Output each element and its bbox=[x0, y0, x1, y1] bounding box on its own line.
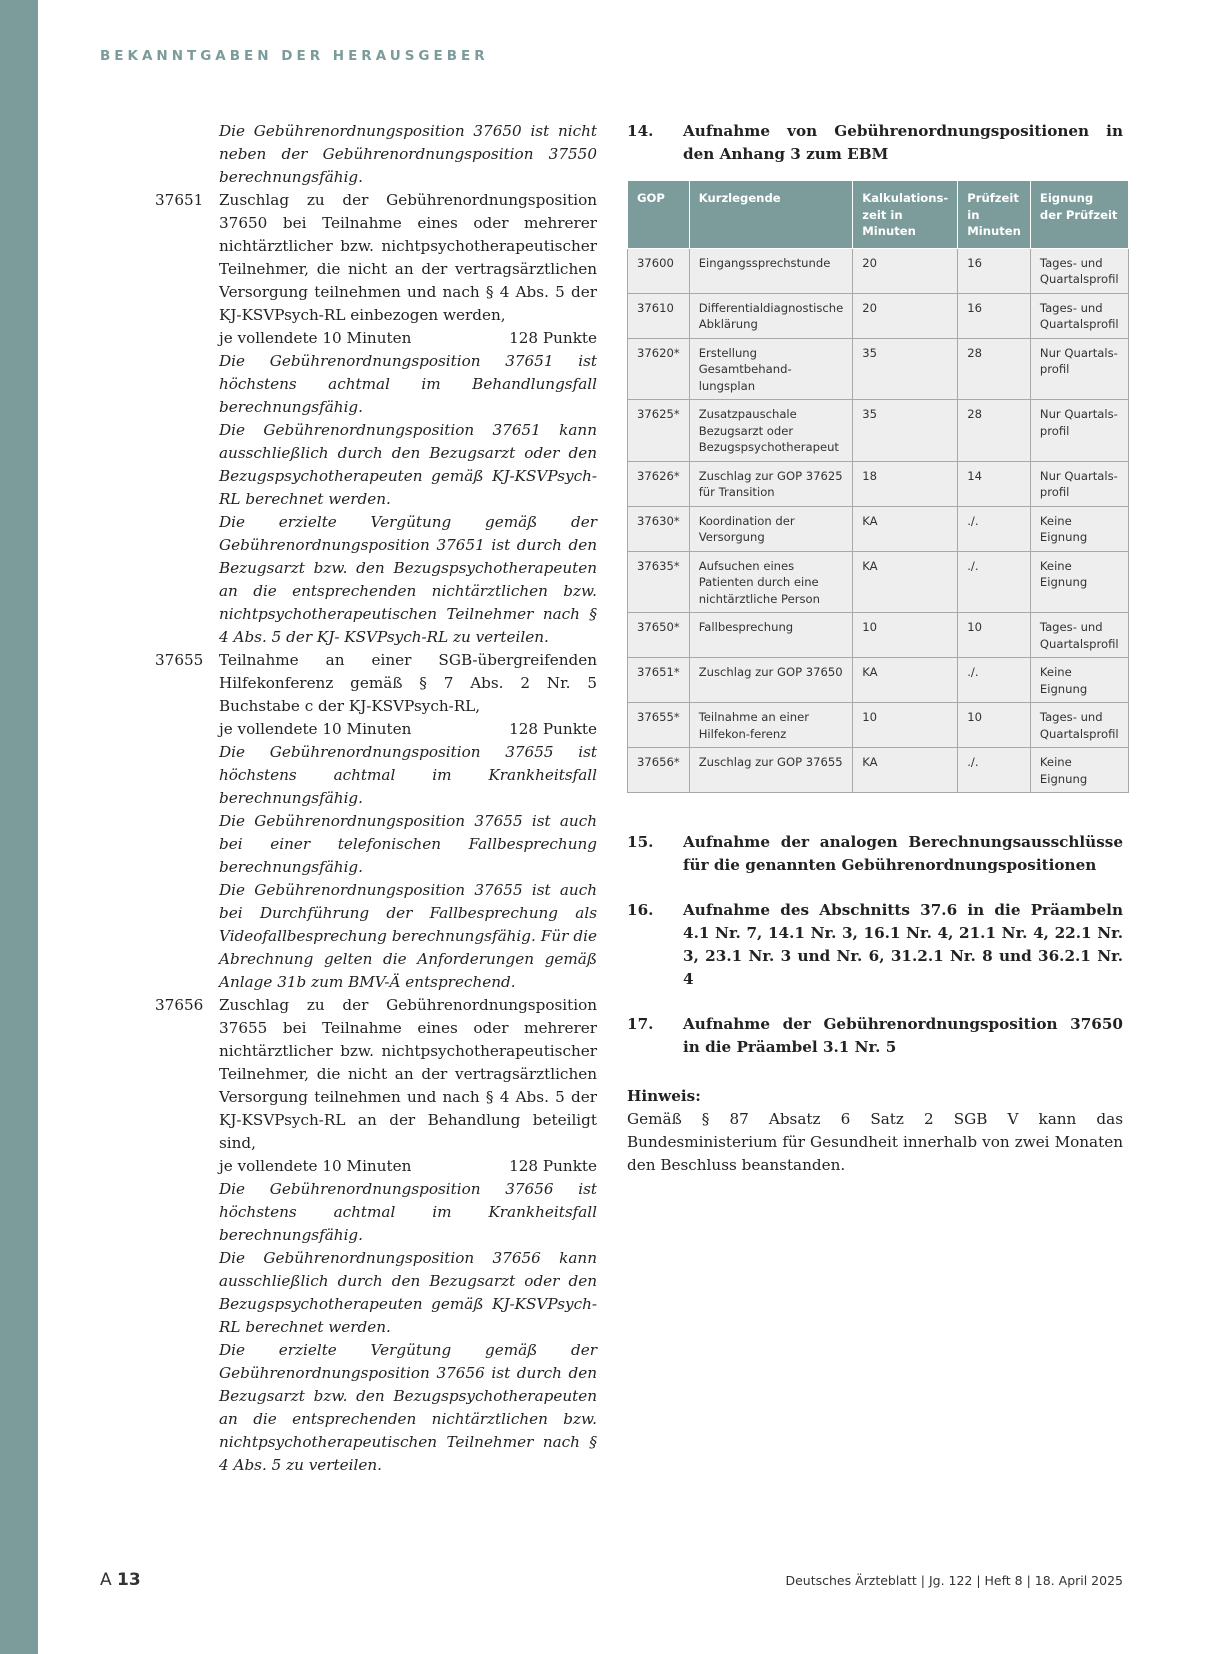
points-value: 128 Punkte bbox=[509, 720, 597, 738]
cell-eignung: Keine Eignung bbox=[1030, 658, 1128, 703]
cell-kalkulationszeit: KA bbox=[853, 658, 958, 703]
cell-pruefzeit: 10 bbox=[958, 613, 1031, 658]
entry-37655 bbox=[155, 649, 597, 994]
left-column bbox=[155, 120, 597, 1477]
section-17-heading bbox=[627, 1013, 1123, 1059]
note-text: Die Gebührenordnungsposition 37655 ist auch bei Durchführung der Fallbesprechung als Videofallbesprechung berechnungsfähig. Für die Abrechnung gelten die Anforderungen gemäß Anlage 31b zum BMV-Ä entsprechend. bbox=[219, 881, 597, 991]
points-value: 128 Punkte bbox=[509, 1157, 597, 1175]
section-title: Aufnahme von Gebührenordnungspositionen in den Anhang 3 zum EBM bbox=[683, 122, 1123, 163]
points-row bbox=[219, 718, 597, 741]
cell-kurzlegende: Teilnahme an einer Hilfekon-ferenz bbox=[689, 703, 853, 748]
cell-eignung: Tages- und Quartalsprofil bbox=[1030, 293, 1128, 338]
cell-pruefzeit: ./. bbox=[958, 748, 1031, 793]
cell-pruefzeit: ./. bbox=[958, 658, 1031, 703]
cell-eignung: Tages- und Quartalsprofil bbox=[1030, 248, 1128, 293]
gop-description: Zuschlag zu der Gebührenordnungsposition 37650 bei Teilnahme eines oder mehrerer nichtärztlicher bzw. nichtpsychotherapeutischer Teilnehmer, die nicht an der vertragsärztlichen Versorgung teilnehmen und nach § 4 Abs. 5 der KJ-KSVPsych-RL einbezogen werden, bbox=[219, 191, 597, 324]
section-number: 14. bbox=[627, 122, 654, 140]
table-row bbox=[628, 748, 1129, 793]
page-prefix: A bbox=[100, 1570, 112, 1590]
cell-kalkulationszeit: 20 bbox=[853, 248, 958, 293]
cell-pruefzeit: 16 bbox=[958, 293, 1031, 338]
note-text: Die Gebührenordnungsposition 37656 ist höchstens achtmal im Krankheitsfall berechnungsfähig. bbox=[219, 1180, 597, 1244]
cell-pruefzeit: 16 bbox=[958, 248, 1031, 293]
cell-kalkulationszeit: KA bbox=[853, 506, 958, 551]
cell-kalkulationszeit: KA bbox=[853, 748, 958, 793]
header-kalkulationszeit: Kalkulations-zeit in Minuten bbox=[853, 181, 958, 249]
cell-eignung: Keine Eignung bbox=[1030, 506, 1128, 551]
note-text: Die Gebührenordnungsposition 37651 ist höchstens achtmal im Behandlungsfall berechnungsfähig. bbox=[219, 352, 597, 416]
per-unit: je vollendete 10 Minuten bbox=[219, 1157, 412, 1175]
journal-citation: Deutsches Ärzteblatt | Jg. 122 | Heft 8 | 18. April 2025 bbox=[785, 1573, 1123, 1588]
cell-kurzlegende: Fallbesprechung bbox=[689, 613, 853, 658]
table-row bbox=[628, 293, 1129, 338]
section-15-heading bbox=[627, 831, 1123, 877]
page-number bbox=[100, 1570, 141, 1590]
cell-gop: 37655* bbox=[628, 703, 690, 748]
table-row bbox=[628, 551, 1129, 613]
per-unit: je vollendete 10 Minuten bbox=[219, 329, 412, 347]
note-text: Die Gebührenordnungsposition 37655 ist auch bei einer telefonischen Fallbesprechung berechnungsfähig. bbox=[219, 812, 597, 876]
cell-eignung: Keine Eignung bbox=[1030, 748, 1128, 793]
cell-kalkulationszeit: 18 bbox=[853, 461, 958, 506]
header-pruefzeit: Prüfzeit in Minuten bbox=[958, 181, 1031, 249]
cell-eignung: Nur Quartals-profil bbox=[1030, 338, 1128, 400]
gop-number: 37655 bbox=[155, 651, 204, 669]
cell-kurzlegende: Zuschlag zur GOP 37655 bbox=[689, 748, 853, 793]
cell-gop: 37656* bbox=[628, 748, 690, 793]
hinweis-heading: Hinweis: bbox=[627, 1087, 701, 1105]
cell-pruefzeit: 28 bbox=[958, 338, 1031, 400]
cell-pruefzeit: ./. bbox=[958, 551, 1031, 613]
cell-pruefzeit: 28 bbox=[958, 400, 1031, 462]
gop-table bbox=[627, 180, 1129, 793]
gop-description: Teilnahme an einer SGB-übergreifenden Hilfekonferenz gemäß § 7 Abs. 2 Nr. 5 Buchstabe c der KJ-KSVPsych-RL, bbox=[219, 651, 597, 715]
cell-gop: 37651* bbox=[628, 658, 690, 703]
cell-kurzlegende: Zusatzpauschale Bezugsarzt oder Bezugspsychotherapeut bbox=[689, 400, 853, 462]
header-kurzlegende: Kurzlegende bbox=[689, 181, 853, 249]
table-row bbox=[628, 613, 1129, 658]
cell-eignung: Nur Quartals-profil bbox=[1030, 461, 1128, 506]
cell-kalkulationszeit: 20 bbox=[853, 293, 958, 338]
cell-kurzlegende: Koordination der Versorgung bbox=[689, 506, 853, 551]
hinweis-text: Gemäß § 87 Absatz 6 Satz 2 SGB V kann das Bundesministerium für Gesundheit innerhalb von zwei Monaten den Beschluss beanstanden. bbox=[627, 1110, 1123, 1174]
points-value: 128 Punkte bbox=[509, 329, 597, 347]
section-title: Aufnahme der analogen Berechnungsausschlüsse für die genannten Gebührenordnungspositionen bbox=[683, 833, 1123, 874]
cell-gop: 37600 bbox=[628, 248, 690, 293]
gop-number: 37651 bbox=[155, 191, 204, 209]
cell-gop: 37650* bbox=[628, 613, 690, 658]
table-header-row bbox=[628, 181, 1129, 249]
cell-gop: 37635* bbox=[628, 551, 690, 613]
table-body bbox=[628, 248, 1129, 793]
gop-description: Zuschlag zu der Gebührenordnungsposition 37655 bei Teilnahme eines oder mehrerer nichtärztlicher bzw. nichtpsychotherapeutischer Teilnehmer, die nicht an der vertragsärztlichen Versorgung teilnehmen und nach § 4 Abs. 5 der KJ-KSVPsych-RL an der Behandlung beteiligt sind, bbox=[219, 996, 597, 1152]
entry-37651 bbox=[155, 189, 597, 649]
points-row bbox=[219, 327, 597, 350]
section-title: Aufnahme des Abschnitts 37.6 in die Präambeln 4.1 Nr. 7, 14.1 Nr. 3, 16.1 Nr. 4, 21.1 Nr. 4, 22.1 Nr. 3, 23.1 Nr. 3 und Nr. 6, 31.2.1 Nr. 8 und 36.2.1 Nr. 4 bbox=[683, 901, 1123, 988]
header-eignung: Eignung der Prüfzeit bbox=[1030, 181, 1128, 249]
cell-kalkulationszeit: KA bbox=[853, 551, 958, 613]
table-row bbox=[628, 506, 1129, 551]
note-text: Die erzielte Vergütung gemäß der Gebührenordnungsposition 37656 ist durch den Bezugsarzt bzw. den Bezugspsychotherapeuten an die entsprechenden nichtärztlichen bzw. nichtpsychotherapeutischen Teilnehmer nach § 4 Abs. 5 zu verteilen. bbox=[219, 1341, 597, 1474]
table-row bbox=[628, 461, 1129, 506]
cell-pruefzeit: 14 bbox=[958, 461, 1031, 506]
note-text: Die erzielte Vergütung gemäß der Gebührenordnungsposition 37651 ist durch den Bezugsarzt bzw. den Bezugspsychotherapeuten an die entsprechenden nichtärztlichen bzw. nichtpsychotherapeutischen Teilnehmer nach § 4 Abs. 5 der KJ- KSVPsych-RL zu verteilen. bbox=[219, 513, 597, 646]
gop-number: 37656 bbox=[155, 996, 204, 1014]
section-title: Aufnahme der Gebührenordnungsposition 37650 in die Präambel 3.1 Nr. 5 bbox=[683, 1015, 1123, 1056]
cell-pruefzeit: ./. bbox=[958, 506, 1031, 551]
cell-kurzlegende: Zuschlag zur GOP 37625 für Transition bbox=[689, 461, 853, 506]
cell-kalkulationszeit: 35 bbox=[853, 338, 958, 400]
cell-gop: 37626* bbox=[628, 461, 690, 506]
cell-gop: 37610 bbox=[628, 293, 690, 338]
note-text: Die Gebührenordnungsposition 37656 kann ausschließlich durch den Bezugsarzt oder den Bezugspsychotherapeuten gemäß KJ-KSVPsych-RL berechnet werden. bbox=[219, 1249, 597, 1336]
cell-eignung: Keine Eignung bbox=[1030, 551, 1128, 613]
cell-kurzlegende: Eingangssprechstunde bbox=[689, 248, 853, 293]
per-unit: je vollendete 10 Minuten bbox=[219, 720, 412, 738]
cell-eignung: Nur Quartals-profil bbox=[1030, 400, 1128, 462]
cell-kurzlegende: Zuschlag zur GOP 37650 bbox=[689, 658, 853, 703]
cell-kalkulationszeit: 10 bbox=[853, 703, 958, 748]
cell-kalkulationszeit: 35 bbox=[853, 400, 958, 462]
cell-gop: 37625* bbox=[628, 400, 690, 462]
cell-eignung: Tages- und Quartalsprofil bbox=[1030, 703, 1128, 748]
cell-eignung: Tages- und Quartalsprofil bbox=[1030, 613, 1128, 658]
section-14-heading bbox=[627, 120, 1123, 166]
sections-list bbox=[627, 831, 1123, 1059]
cell-kurzlegende: Erstellung Gesamtbehand-lungsplan bbox=[689, 338, 853, 400]
note-text: Die Gebührenordnungsposition 37650 ist nicht neben der Gebührenordnungsposition 37550 berechnungsfähig. bbox=[219, 122, 597, 186]
table-row bbox=[628, 658, 1129, 703]
section-16-heading bbox=[627, 899, 1123, 991]
cell-gop: 37630* bbox=[628, 506, 690, 551]
section-number: 15. bbox=[627, 833, 654, 851]
points-row bbox=[219, 1155, 597, 1178]
section-number: 17. bbox=[627, 1015, 654, 1033]
table-row bbox=[628, 248, 1129, 293]
cell-kurzlegende: Aufsuchen eines Patienten durch eine nichtärztliche Person bbox=[689, 551, 853, 613]
section-number: 16. bbox=[627, 901, 654, 919]
entry-37650-note bbox=[155, 120, 597, 189]
cell-kalkulationszeit: 10 bbox=[853, 613, 958, 658]
entry-37656 bbox=[155, 994, 597, 1477]
header-gop: GOP bbox=[628, 181, 690, 249]
cell-pruefzeit: 10 bbox=[958, 703, 1031, 748]
left-color-bar bbox=[0, 0, 38, 1654]
right-column bbox=[627, 120, 1123, 1177]
page-num: 13 bbox=[117, 1570, 141, 1590]
note-text: Die Gebührenordnungsposition 37655 ist höchstens achtmal im Krankheitsfall berechnungsfähig. bbox=[219, 743, 597, 807]
table-row bbox=[628, 703, 1129, 748]
table-row bbox=[628, 400, 1129, 462]
running-head: BEKANNTGABEN DER HERAUSGEBER bbox=[100, 48, 489, 64]
note-text: Die Gebührenordnungsposition 37651 kann ausschließlich durch den Bezugsarzt oder den Bezugspsychotherapeuten gemäß KJ-KSVPsych-RL berechnet werden. bbox=[219, 421, 597, 508]
cell-kurzlegende: Differentialdiagnostische Abklärung bbox=[689, 293, 853, 338]
cell-gop: 37620* bbox=[628, 338, 690, 400]
table-row bbox=[628, 338, 1129, 400]
